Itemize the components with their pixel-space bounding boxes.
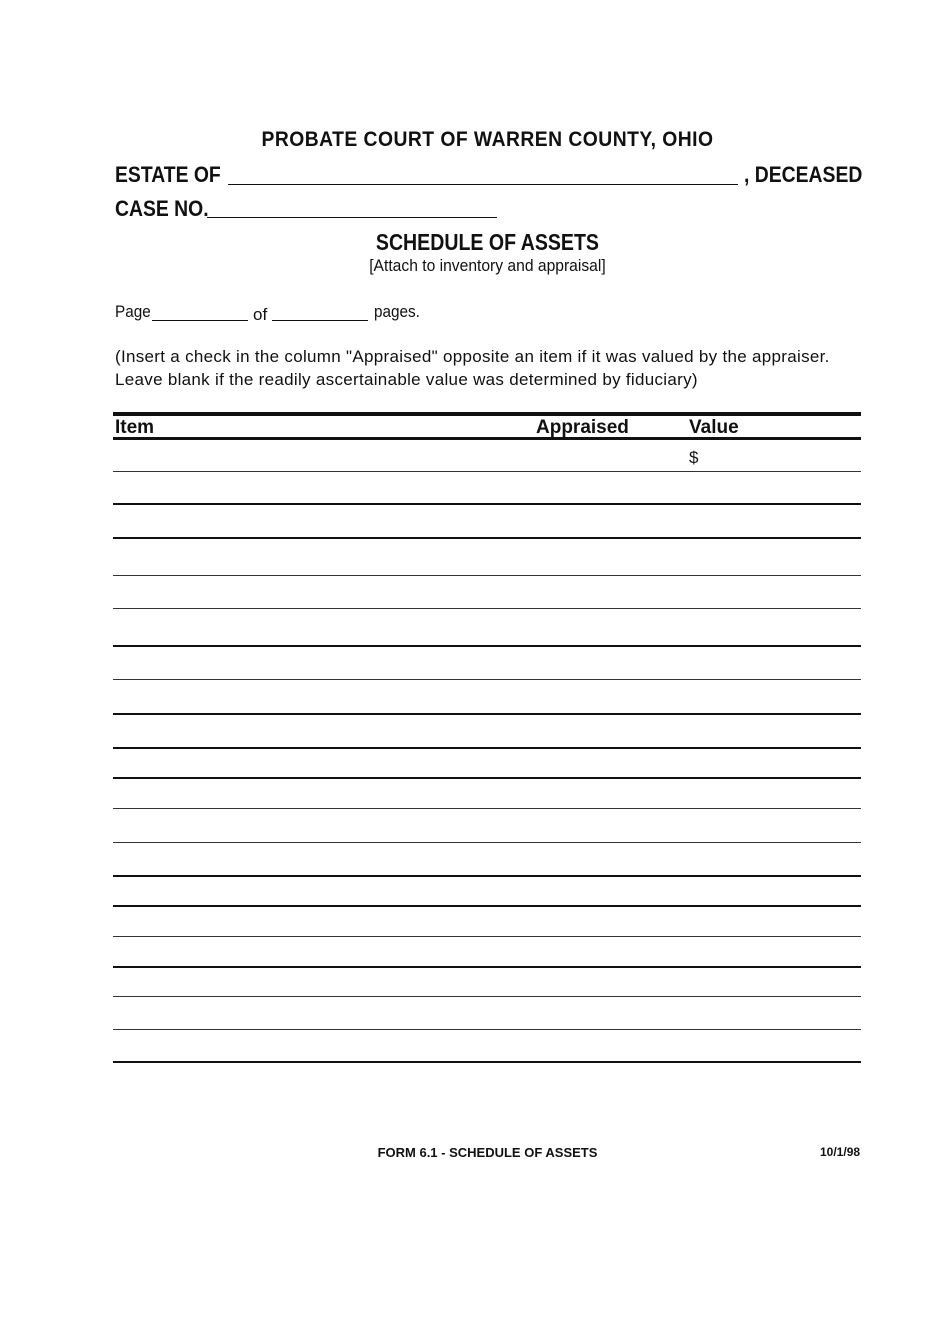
table-row[interactable] bbox=[113, 842, 861, 843]
table-row[interactable] bbox=[113, 471, 861, 472]
footer-date: 10/1/98 bbox=[820, 1145, 861, 1159]
table-row[interactable] bbox=[113, 777, 861, 779]
table-row[interactable] bbox=[113, 713, 861, 715]
table-row[interactable] bbox=[113, 905, 861, 907]
table-header-rule bbox=[113, 437, 861, 440]
table-row[interactable] bbox=[113, 575, 861, 576]
estate-of-label: ESTATE OF bbox=[115, 162, 221, 187]
table-row[interactable] bbox=[113, 875, 861, 877]
deceased-label: , DECEASED bbox=[744, 162, 863, 187]
table-row[interactable] bbox=[113, 645, 861, 647]
table-row[interactable] bbox=[113, 537, 861, 539]
table-row[interactable] bbox=[113, 747, 861, 749]
table-row[interactable] bbox=[113, 996, 861, 997]
case-no-label: CASE NO. bbox=[115, 196, 209, 221]
table-row[interactable] bbox=[113, 808, 861, 809]
table-row[interactable] bbox=[113, 936, 861, 937]
court-title: PROBATE COURT OF WARREN COUNTY, OHIO bbox=[261, 128, 714, 151]
column-header-value: Value bbox=[689, 417, 739, 438]
schedule-subtitle: [Attach to inventory and appraisal] bbox=[369, 256, 606, 275]
table-row[interactable] bbox=[113, 966, 861, 968]
pages-label: pages. bbox=[374, 302, 420, 321]
currency-symbol: $ bbox=[689, 448, 699, 467]
table-row[interactable] bbox=[113, 1029, 861, 1030]
table-row[interactable] bbox=[113, 608, 861, 609]
column-header-appraised: Appraised bbox=[536, 417, 629, 438]
table-top-rule bbox=[113, 412, 861, 416]
table-row[interactable] bbox=[113, 1061, 861, 1063]
instructions-text: (Insert a check in the column "Appraised" opposite an item if it was valued by the appraiser. Leave blank if the readily ascertainable value was determined by fiduciary) bbox=[115, 347, 830, 389]
page-number-field[interactable] bbox=[152, 320, 248, 321]
estate-name-field[interactable] bbox=[228, 184, 738, 185]
footer-form-label: FORM 6.1 - SCHEDULE OF ASSETS bbox=[377, 1145, 598, 1160]
column-header-item: Item bbox=[115, 417, 155, 438]
table-row[interactable] bbox=[113, 503, 861, 505]
page-label: Page bbox=[115, 302, 151, 321]
of-label: of bbox=[253, 305, 268, 324]
schedule-title: SCHEDULE OF ASSETS bbox=[375, 229, 599, 255]
case-number-field[interactable] bbox=[207, 217, 497, 218]
table-row[interactable] bbox=[113, 679, 861, 680]
total-pages-field[interactable] bbox=[272, 320, 368, 321]
